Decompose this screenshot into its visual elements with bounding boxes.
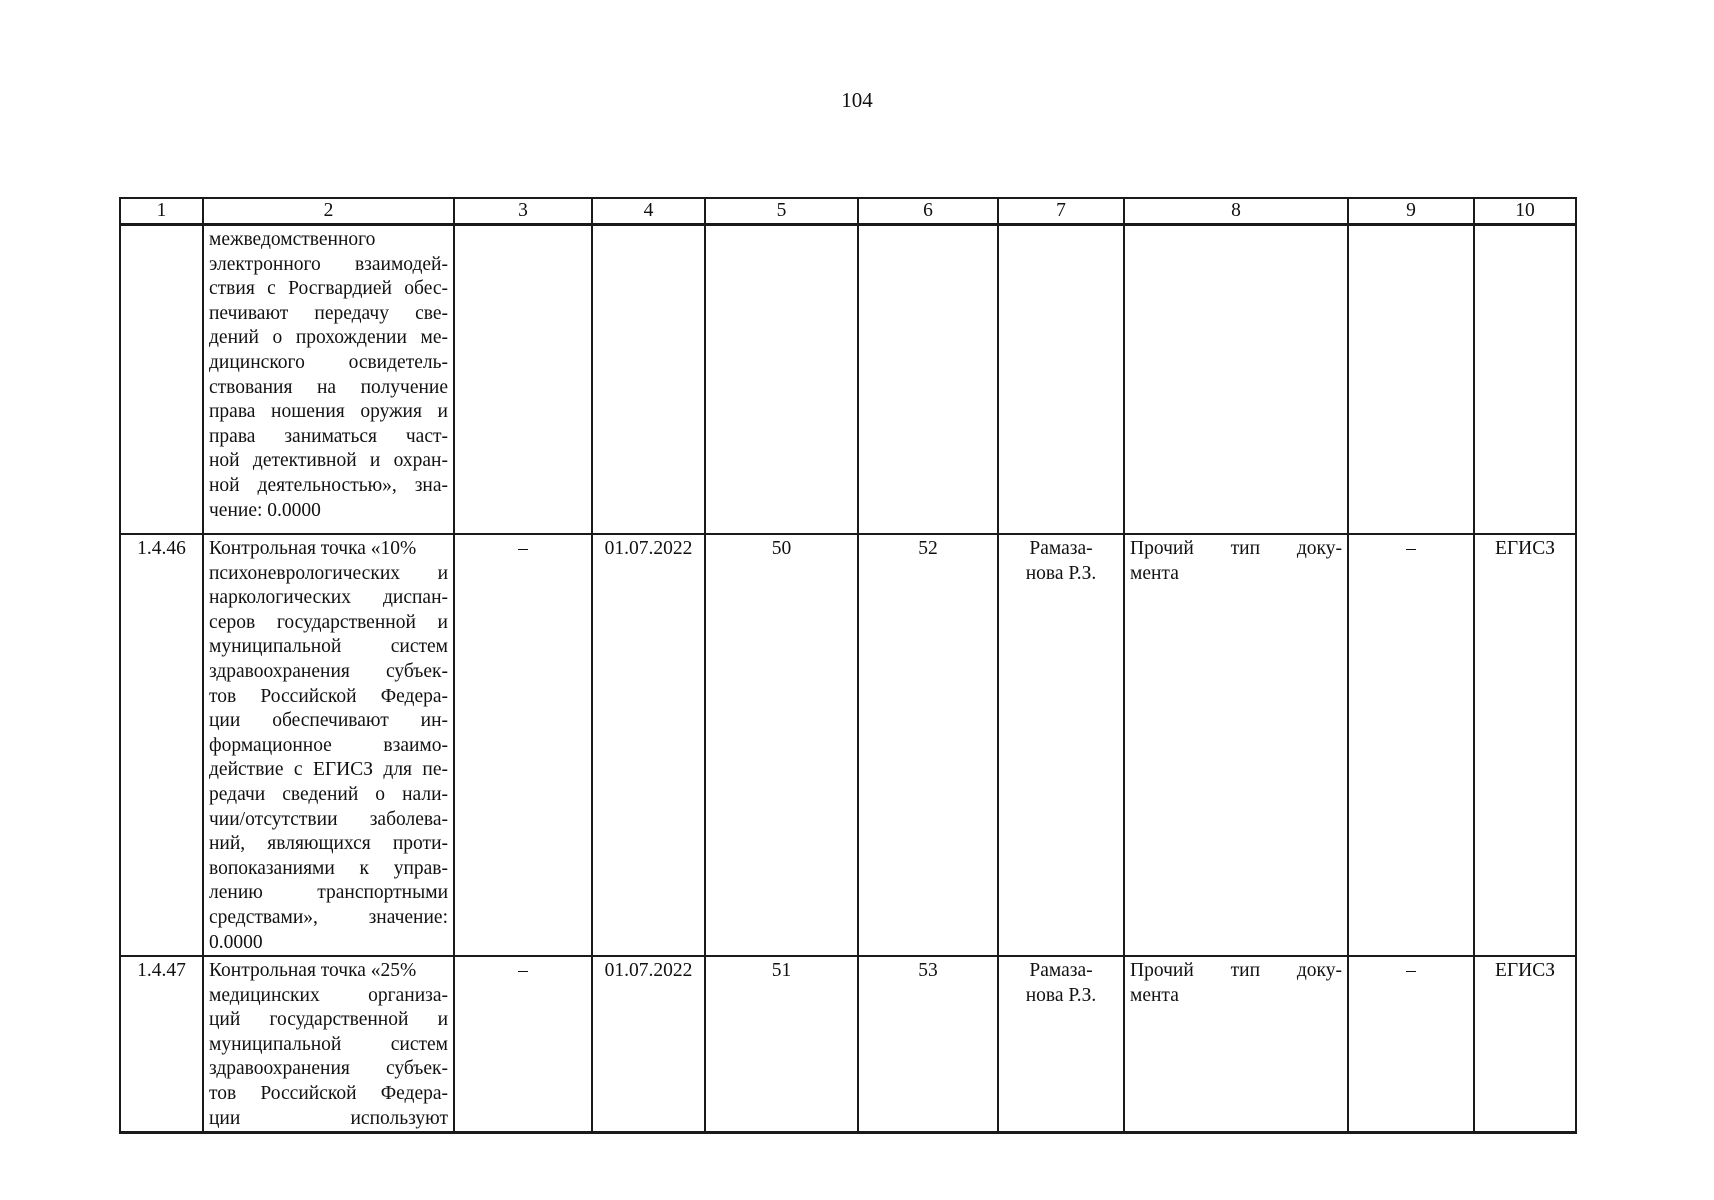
description-line: электронного взаимодей-	[209, 253, 448, 275]
description-line: лению транспортными	[209, 882, 448, 904]
predecessor-cell	[454, 225, 592, 535]
system-cell: ЕГИСЗ	[1474, 956, 1576, 1133]
description-line: действие с ЕГИСЗ для пе-	[209, 759, 448, 781]
column-5-cell: 51	[705, 956, 858, 1133]
description-cell	[203, 225, 454, 535]
description-line: медицинских организа-	[209, 984, 448, 1006]
predecessor-cell: –	[454, 534, 592, 956]
responsible-line: нова Р.З.	[1025, 984, 1097, 1006]
column-9-cell	[1348, 225, 1474, 535]
column-5-cell: 50	[705, 534, 858, 956]
document-type-cell	[1124, 534, 1348, 956]
description-line: тов Российской Федера-	[209, 1083, 448, 1105]
description-line: чии/отсутствии заболева-	[209, 808, 448, 830]
description-line: редачи сведений о нали-	[209, 783, 448, 805]
column-5-cell	[705, 225, 858, 535]
description-line: здравоохранения субъек-	[209, 1058, 448, 1080]
predecessor-cell: –	[454, 956, 592, 1133]
description-line: здравоохранения субъек-	[209, 660, 448, 682]
description-line: дицинского освидетель-	[209, 351, 448, 373]
date-cell	[592, 225, 705, 535]
system-cell: ЕГИСЗ	[1474, 534, 1576, 956]
description-line: права заниматься част-	[209, 425, 448, 447]
document-type-line: Прочий тип доку-	[1130, 960, 1342, 982]
description-line: печивают передачу све-	[209, 302, 448, 324]
table-header-row	[120, 198, 1576, 225]
row-number-cell	[120, 225, 203, 535]
description-line: муниципальной систем	[209, 1033, 448, 1055]
document-type-line: Прочий тип доку-	[1130, 538, 1342, 559]
description-line: муниципальной систем	[209, 636, 448, 658]
description-line: 0.0000	[209, 931, 263, 953]
description-line: средствами», значение:	[209, 906, 448, 928]
column-6-cell: 52	[858, 534, 998, 956]
column-header: 6	[858, 198, 998, 225]
description-line: наркологических диспан-	[209, 587, 448, 609]
document-type-cell	[1124, 225, 1348, 535]
description-line: чение: 0.0000	[209, 499, 321, 521]
column-header: 8	[1124, 198, 1348, 225]
responsible-line: Рамаза-	[1029, 538, 1093, 559]
description-line: серов государственной и	[209, 611, 448, 633]
description-line: психоневрологических и	[209, 562, 448, 584]
description-line: Контрольная точка «25%	[209, 960, 417, 982]
description-line: права ношения оружия и	[209, 401, 448, 423]
document-type-line: мента	[1130, 562, 1179, 584]
description-line: формационное взаимо-	[209, 734, 448, 756]
column-header: 3	[454, 198, 592, 225]
description-line: ний, являющихся проти-	[209, 833, 448, 855]
date-cell: 01.07.2022	[592, 956, 705, 1133]
description-cell	[203, 956, 454, 1133]
row-number-cell: 1.4.46	[120, 534, 203, 956]
column-9-cell: –	[1348, 956, 1474, 1133]
schedule-table	[119, 197, 1577, 1134]
responsible-line: нова Р.З.	[1025, 562, 1097, 584]
description-line: вопоказаниями к управ-	[209, 857, 448, 879]
table-row	[120, 225, 1576, 535]
description-line: ции используют	[209, 1107, 448, 1129]
responsible-cell	[998, 225, 1124, 535]
column-9-cell: –	[1348, 534, 1474, 956]
column-header: 2	[203, 198, 454, 225]
document-type-line: мента	[1130, 984, 1179, 1006]
document-type-cell	[1124, 956, 1348, 1133]
page-number: 104	[841, 88, 873, 112]
description-line: тов Российской Федера-	[209, 685, 448, 707]
description-line: ствования на получение	[209, 376, 448, 398]
description-line: ций государственной и	[209, 1009, 448, 1031]
column-header: 1	[120, 198, 203, 225]
description-line: ствия с Росгвардией обес-	[209, 278, 448, 300]
table-row	[120, 534, 1576, 956]
description-line: ной деятельностью», зна-	[209, 474, 448, 496]
column-header: 4	[592, 198, 705, 225]
column-header: 9	[1348, 198, 1474, 225]
system-cell	[1474, 225, 1576, 535]
column-header: 5	[705, 198, 858, 225]
responsible-line: Рамаза-	[1029, 960, 1093, 982]
column-header: 7	[998, 198, 1124, 225]
column-6-cell	[858, 225, 998, 535]
table-row	[120, 956, 1576, 1133]
description-cell	[203, 534, 454, 956]
column-header: 10	[1474, 198, 1576, 225]
description-line: дений о прохождении ме-	[209, 327, 448, 349]
description-line: Контрольная точка «10%	[209, 538, 417, 559]
column-6-cell: 53	[858, 956, 998, 1133]
description-line: межведомственного	[209, 229, 376, 250]
date-cell: 01.07.2022	[592, 534, 705, 956]
description-line: ной детективной и охран-	[209, 450, 448, 472]
responsible-cell	[998, 956, 1124, 1133]
row-number-cell: 1.4.47	[120, 956, 203, 1133]
description-line: ции обеспечивают ин-	[209, 710, 448, 732]
responsible-cell	[998, 534, 1124, 956]
